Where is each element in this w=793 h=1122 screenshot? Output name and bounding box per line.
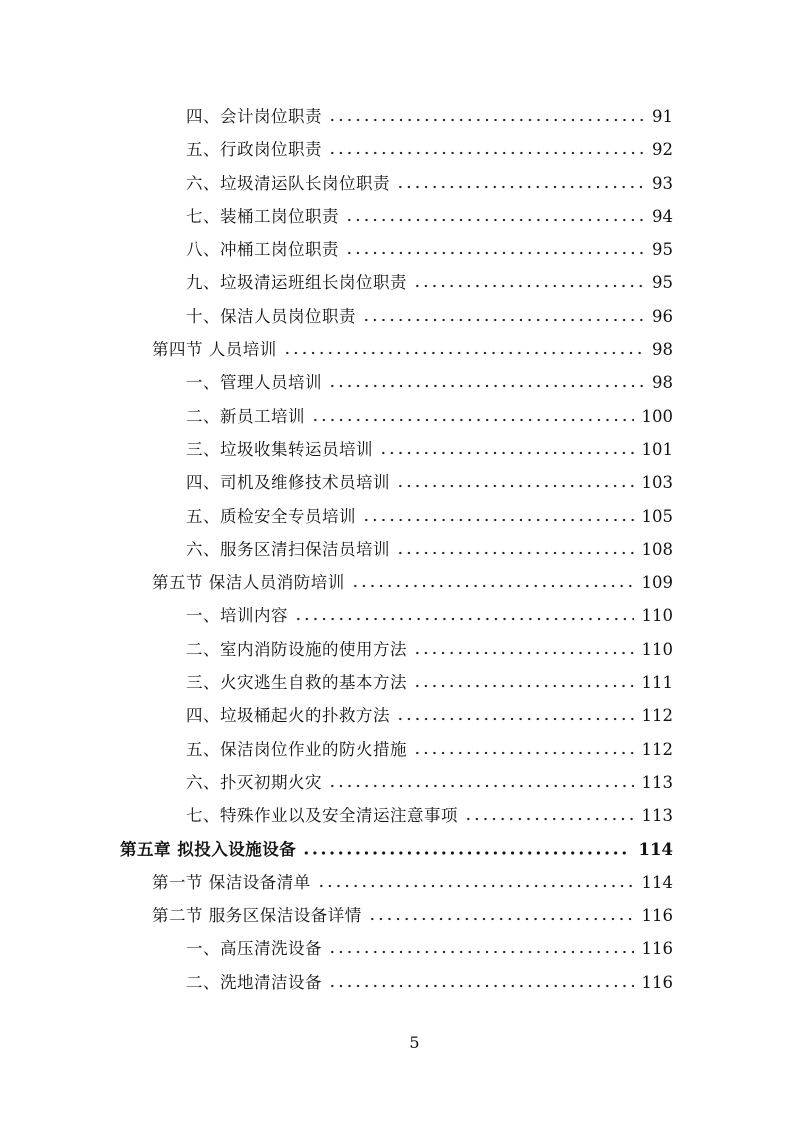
toc-subsection-entry bbox=[0, 366, 793, 399]
toc-dot-leader bbox=[328, 147, 644, 155]
toc-subsection-entry bbox=[0, 466, 793, 499]
toc-subsection-entry bbox=[0, 167, 793, 200]
toc-dot-leader bbox=[396, 547, 634, 555]
toc-entry-title: 十、保洁人员岗位职责 bbox=[186, 306, 356, 326]
toc-entry-page-number: 116 bbox=[641, 939, 673, 959]
toc-subsection-entry bbox=[0, 433, 793, 466]
toc-entry-page-number: 105 bbox=[641, 506, 673, 526]
toc-entry-title: 五、质检安全专员培训 bbox=[186, 506, 356, 526]
toc-entry-title: 第五节 保洁人员消防培训 bbox=[152, 573, 345, 593]
toc-entry-page-number: 113 bbox=[641, 772, 673, 792]
toc-entry-title: 第一节 保洁设备清单 bbox=[152, 872, 311, 892]
toc-entry-page-number: 112 bbox=[641, 739, 673, 759]
table-of-contents bbox=[0, 100, 793, 999]
toc-entry-title: 五、行政岗位职责 bbox=[186, 140, 322, 160]
toc-entry-title: 五、保洁岗位作业的防火措施 bbox=[186, 739, 407, 759]
toc-dot-leader bbox=[345, 214, 644, 222]
toc-entry-page-number: 116 bbox=[641, 972, 673, 992]
toc-dot-leader bbox=[362, 314, 644, 322]
toc-entry-title: 第四节 人员培训 bbox=[152, 340, 277, 360]
toc-subsection-entry bbox=[0, 766, 793, 799]
toc-entry-title: 四、司机及维修技术员培训 bbox=[186, 473, 390, 493]
toc-dot-leader bbox=[283, 347, 644, 355]
toc-entry-page-number: 116 bbox=[641, 906, 673, 926]
toc-dot-leader bbox=[396, 181, 644, 189]
toc-subsection-entry bbox=[0, 666, 793, 699]
toc-dot-leader bbox=[328, 780, 634, 788]
toc-entry-page-number: 112 bbox=[641, 706, 673, 726]
toc-dot-leader bbox=[413, 647, 634, 655]
toc-dot-leader bbox=[345, 247, 644, 255]
toc-dot-leader bbox=[351, 580, 634, 588]
toc-entry-page-number: 111 bbox=[641, 673, 673, 693]
toc-entry-title: 六、扑灭初期火灾 bbox=[186, 772, 322, 792]
toc-dot-leader bbox=[464, 813, 634, 821]
toc-subsection-entry bbox=[0, 733, 793, 766]
toc-subsection-entry bbox=[0, 100, 793, 133]
toc-entry-page-number: 103 bbox=[641, 473, 673, 493]
toc-subsection-entry bbox=[0, 633, 793, 666]
toc-subsection-entry bbox=[0, 500, 793, 533]
toc-dot-leader bbox=[328, 380, 644, 388]
toc-subsection-entry bbox=[0, 966, 793, 999]
toc-entry-page-number: 93 bbox=[652, 173, 673, 193]
toc-dot-leader bbox=[413, 280, 644, 288]
toc-dot-leader bbox=[328, 114, 644, 122]
toc-subsection-entry bbox=[0, 400, 793, 433]
toc-dot-leader bbox=[328, 946, 634, 954]
toc-entry-page-number: 100 bbox=[641, 406, 673, 426]
toc-entry-title: 九、垃圾清运班组长岗位职责 bbox=[186, 273, 407, 293]
toc-entry-page-number: 114 bbox=[638, 839, 673, 859]
toc-entry-title: 六、服务区清扫保洁员培训 bbox=[186, 539, 390, 559]
toc-entry-title: 七、装桶工岗位职责 bbox=[186, 206, 339, 226]
toc-subsection-entry bbox=[0, 233, 793, 266]
toc-entry-title: 七、特殊作业以及安全清运注意事项 bbox=[186, 806, 458, 826]
toc-section-entry bbox=[0, 566, 793, 599]
toc-subsection-entry bbox=[0, 599, 793, 632]
toc-subsection-entry bbox=[0, 699, 793, 732]
toc-entry-title: 三、垃圾收集转运员培训 bbox=[186, 439, 373, 459]
toc-dot-leader bbox=[379, 447, 634, 455]
toc-entry-page-number: 108 bbox=[641, 539, 673, 559]
toc-chapter-entry bbox=[0, 833, 793, 866]
toc-dot-leader bbox=[396, 480, 634, 488]
toc-subsection-entry bbox=[0, 266, 793, 299]
toc-entry-page-number: 96 bbox=[652, 306, 673, 326]
toc-section-entry bbox=[0, 899, 793, 932]
toc-dot-leader bbox=[317, 880, 634, 888]
toc-entry-title: 第五章 拟投入设施设备 bbox=[120, 839, 297, 859]
toc-dot-leader bbox=[294, 613, 634, 621]
toc-entry-page-number: 110 bbox=[641, 606, 673, 626]
toc-entry-title: 二、室内消防设施的使用方法 bbox=[186, 639, 407, 659]
toc-dot-leader bbox=[328, 980, 634, 988]
toc-dot-leader bbox=[368, 913, 634, 921]
toc-entry-title: 八、冲桶工岗位职责 bbox=[186, 240, 339, 260]
toc-entry-page-number: 94 bbox=[652, 206, 673, 226]
toc-entry-title: 第二节 服务区保洁设备详情 bbox=[152, 906, 362, 926]
toc-entry-title: 二、洗地清洁设备 bbox=[186, 972, 322, 992]
toc-entry-page-number: 109 bbox=[641, 573, 673, 593]
toc-entry-title: 一、高压清洗设备 bbox=[186, 939, 322, 959]
toc-subsection-entry bbox=[0, 932, 793, 965]
toc-entry-page-number: 91 bbox=[652, 107, 673, 126]
toc-entry-title: 一、培训内容 bbox=[186, 606, 288, 626]
toc-subsection-entry bbox=[0, 799, 793, 832]
toc-dot-leader bbox=[302, 847, 630, 855]
toc-entry-page-number: 98 bbox=[652, 340, 673, 360]
toc-entry-title: 四、垃圾桶起火的扑救方法 bbox=[186, 706, 390, 726]
toc-entry-page-number: 92 bbox=[652, 140, 673, 160]
toc-entry-page-number: 98 bbox=[652, 373, 673, 393]
toc-section-entry bbox=[0, 333, 793, 366]
toc-dot-leader bbox=[396, 713, 634, 721]
toc-dot-leader bbox=[413, 680, 634, 688]
toc-entry-page-number: 114 bbox=[641, 872, 673, 892]
toc-entry-title: 二、新员工培训 bbox=[186, 406, 305, 426]
toc-entry-page-number: 95 bbox=[652, 273, 673, 293]
toc-subsection-entry bbox=[0, 300, 793, 333]
toc-dot-leader bbox=[311, 414, 634, 422]
toc-subsection-entry bbox=[0, 533, 793, 566]
toc-entry-page-number: 110 bbox=[641, 639, 673, 659]
toc-section-entry bbox=[0, 866, 793, 899]
toc-entry-title: 一、管理人员培训 bbox=[186, 373, 322, 393]
toc-entry-title: 六、垃圾清运队长岗位职责 bbox=[186, 173, 390, 193]
toc-entry-page-number: 95 bbox=[652, 240, 673, 260]
page-number: 5 bbox=[409, 1033, 420, 1052]
toc-entry-page-number: 101 bbox=[641, 439, 673, 459]
toc-dot-leader bbox=[362, 514, 634, 522]
toc-entry-title: 三、火灾逃生自救的基本方法 bbox=[186, 673, 407, 693]
toc-subsection-entry bbox=[0, 133, 793, 166]
toc-entry-title: 四、会计岗位职责 bbox=[186, 107, 322, 126]
toc-subsection-entry bbox=[0, 200, 793, 233]
toc-dot-leader bbox=[413, 747, 634, 755]
toc-entry-page-number: 113 bbox=[641, 806, 673, 826]
